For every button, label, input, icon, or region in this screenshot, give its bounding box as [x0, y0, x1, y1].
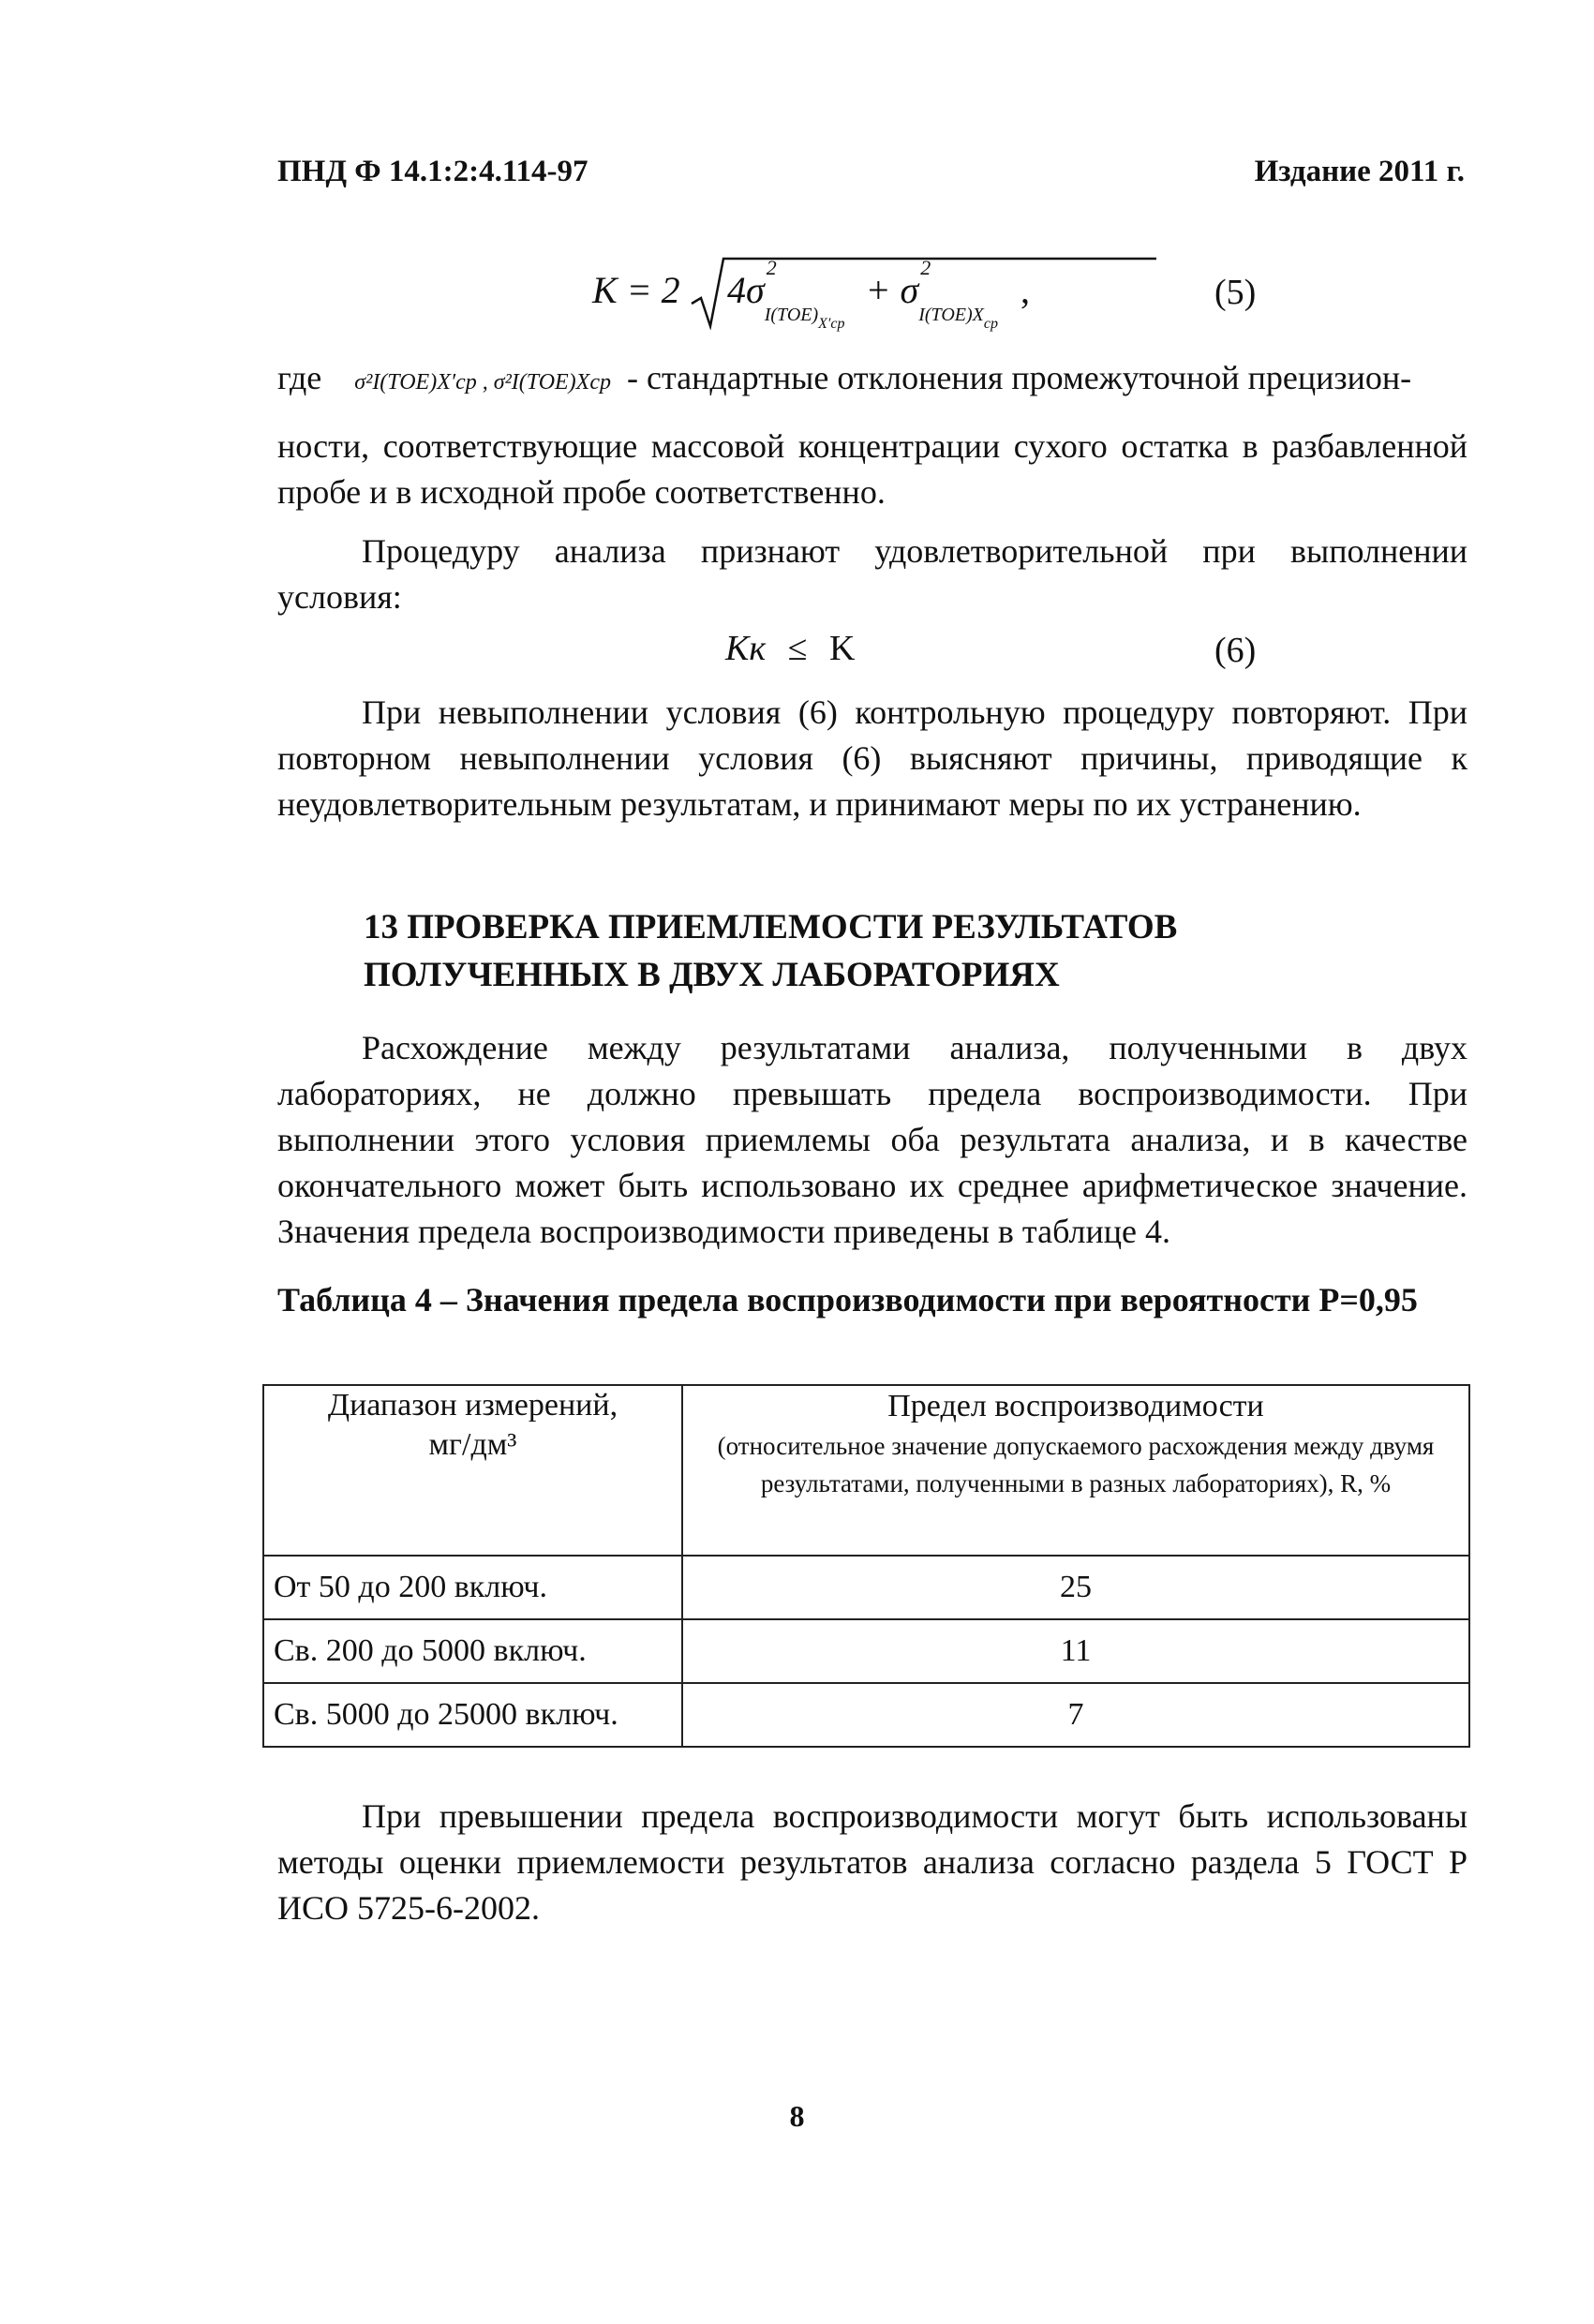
formula-5-comma: , [1020, 269, 1030, 311]
table-row [263, 1619, 1469, 1683]
document-code: ПНД Ф 14.1:2:4.114-97 [277, 155, 588, 188]
table-header-limit [682, 1385, 1469, 1556]
formula-5 [592, 255, 1155, 330]
formula-5-term1-sup: 2 [766, 256, 777, 279]
formula-5-term2-subsub: ср [983, 316, 998, 332]
formula-5-term1: 4σ [727, 269, 765, 311]
formula-5-number: (5) [1214, 273, 1257, 312]
formula-5-term2-sup: 2 [920, 256, 931, 279]
table-header-row [263, 1385, 1469, 1556]
formula-5-term1-subsub: X′ср [818, 316, 845, 332]
where-symbols: σ²I(TOE)X′ср , σ²I(TOE)Xср [354, 370, 611, 395]
where-word: где [277, 359, 322, 396]
table-caption: Таблица 4 – Значения предела воспроизводимости при вероятности Р=0,95 [277, 1281, 1418, 1318]
where-line [277, 358, 1467, 397]
table-header-range-line1: Диапазон измерений, [327, 1388, 618, 1423]
table-row [263, 1683, 1469, 1747]
paragraph-condition: Процедуру анализа признают удовлетворительной при выполнении условия: [277, 532, 1467, 616]
table-cell-value: 11 [682, 1619, 1469, 1683]
section-heading-line2: ПОЛУЧЕННЫХ В ДВУХ ЛАБОРАТОРИЯХ [364, 956, 1060, 994]
paragraph-definitions: ности, соответствующие массовой концентрации сухого остатка в разбавленной пробе и в исходной пробе соответственно. [277, 427, 1467, 511]
table-cell-range: Св. 200 до 5000 включ. [263, 1619, 682, 1683]
section-heading [364, 903, 1177, 999]
table-cell-value: 25 [682, 1556, 1469, 1619]
table-cell-range: От 50 до 200 включ. [263, 1556, 682, 1619]
paragraph-discrepancy: Расхождение между результатами анализа, полученными в двух лабораториях, не должно превышать предела воспроизводимости. При выполнении этого условия приемлемы оба результата анализа, и в качестве окончательного может быть использовано их среднее арифметическое значение. Значения предела воспроизводимости приведены в таблице 4. [277, 1029, 1467, 1250]
page-number: 8 [789, 2099, 805, 2133]
section-heading-line1: 13 ПРОВЕРКА ПРИЕМЛЕМОСТИ РЕЗУЛЬТАТОВ [364, 908, 1178, 946]
paragraph-exceed: При превышении предела воспроизводимости могут быть использованы методы оценки приемлемости результатов анализа согласно раздела 5 ГОСТ Р ИСО 5725-6-2002. [277, 1797, 1467, 1927]
formula-6-lhs: Kк [725, 629, 767, 668]
formula-6-rhs: K [828, 629, 856, 668]
table-header-limit-sub: (относительное значение допускаемого расхождения между двумя результатами, полученными в разных лабораториях), R, % [717, 1432, 1435, 1497]
table-cell-value: 7 [682, 1683, 1469, 1747]
formula-6-number: (6) [1214, 631, 1257, 670]
table-header-range [263, 1385, 682, 1556]
table-header-limit-main: Предел воспроизводимости [887, 1389, 1264, 1423]
table-cell-range: Св. 5000 до 25000 включ. [263, 1683, 682, 1747]
reproducibility-table [262, 1384, 1470, 1748]
table-row [263, 1556, 1469, 1619]
table-header-range-line2: мг/дм³ [428, 1427, 517, 1462]
edition-label: Издание 2011 г. [1254, 155, 1465, 188]
formula-5-lhs: K = 2 [592, 269, 680, 311]
formula-6 [725, 628, 855, 669]
formula-5-term2-sub: I(TOE)X [918, 305, 984, 325]
paragraph-repeat: При невыполнении условия (6) контрольную процедуру повторяют. При повторном невыполнении условия (6) выясняют причины, приводящие к неудовлетворительным результатам, и принимают меры по их устранению. [277, 693, 1467, 823]
where-text: - стандартные отклонения промежуточной прецизион- [626, 359, 1412, 396]
formula-5-plus: + σ [865, 269, 919, 311]
formula-5-term1-sub: I(TOE) [764, 305, 819, 325]
formula-6-op: ≤ [787, 629, 808, 668]
